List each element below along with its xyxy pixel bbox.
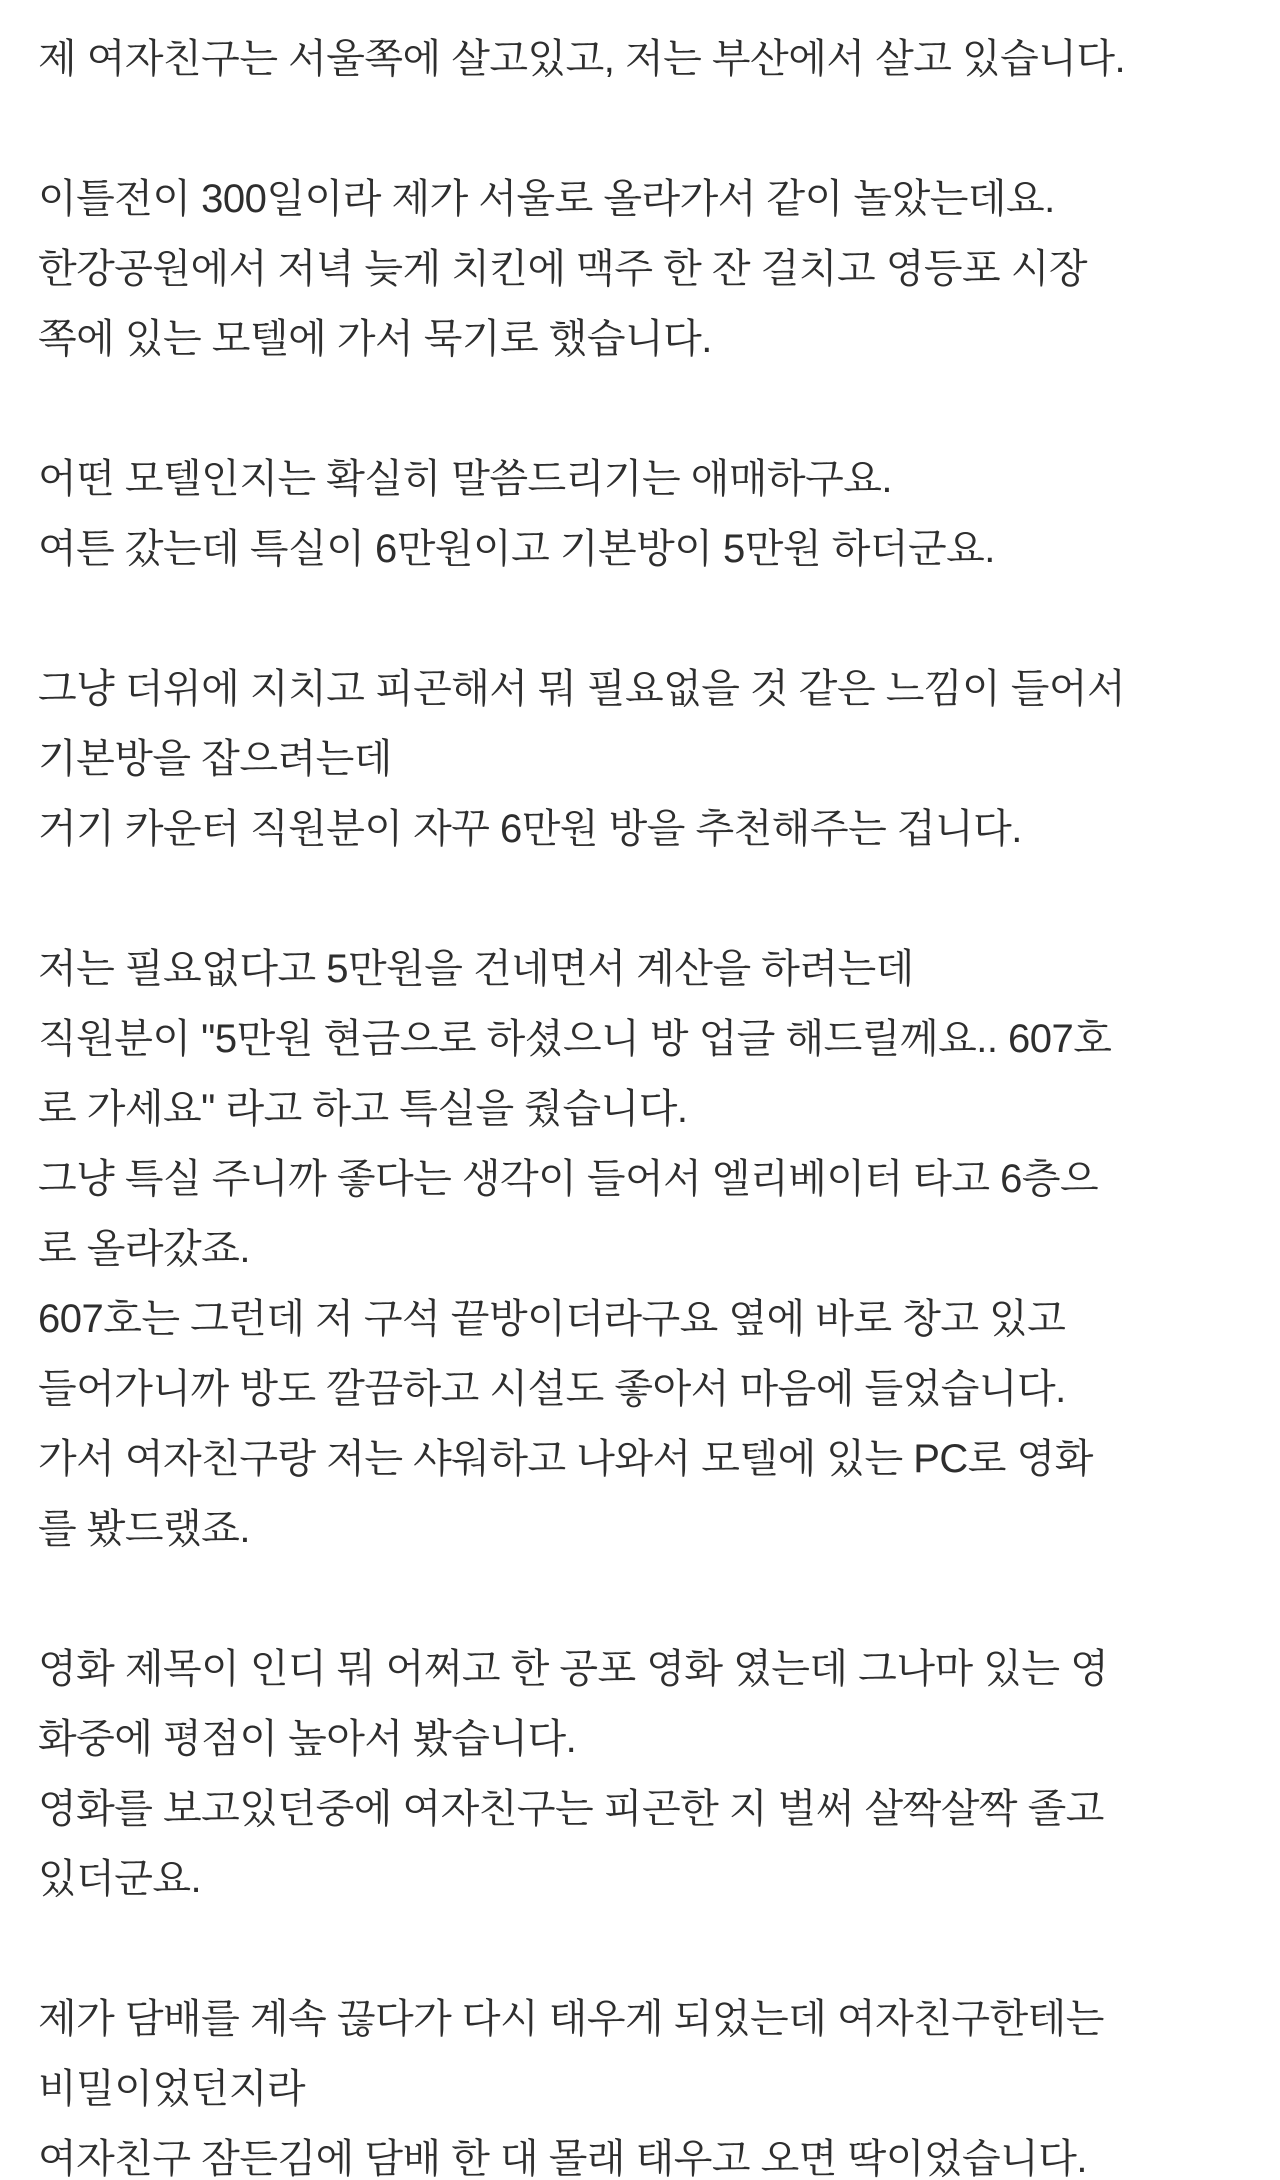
paragraph [38, 934, 1252, 1564]
text-line: 들어가니까 방도 깔끔하고 시설도 좋아서 마음에 들었습니다. [38, 1367, 1066, 1411]
text-line: 여튼 갔는데 특실이 6만원이고 기본방이 5만원 하더군요. [38, 527, 995, 571]
paragraph [38, 164, 1252, 374]
text-line: 영화를 보고있던중에 여자친구는 피곤한 지 벌써 살짝살짝 졸고 [38, 1787, 1104, 1831]
text-line: 있더군요. [38, 1857, 202, 1901]
text-line: 이틀전이 300일이라 제가 서울로 올라가서 같이 놀았는데요. [38, 177, 1055, 221]
text-line: 로 가세요" 라고 하고 특실을 줬습니다. [38, 1087, 688, 1131]
text-line: 화중에 평점이 높아서 봤습니다. [38, 1717, 577, 1761]
text-line: 그냥 특실 주니까 좋다는 생각이 들어서 엘리베이터 타고 6층으 [38, 1157, 1099, 1201]
paragraph [38, 1634, 1252, 1914]
text-line: 여자친구 잠든김에 담배 한 대 몰래 태우고 오면 딱이었습니다. [38, 2137, 1088, 2180]
text-line: 저는 필요없다고 5만원을 건네면서 계산을 하려는데 [38, 947, 914, 991]
text-line: 제가 담배를 계속 끊다가 다시 태우게 되었는데 여자친구한테는 [38, 1997, 1104, 2041]
text-line: 거기 카운터 직원분이 자꾸 6만원 방을 추천해주는 겁니다. [38, 807, 1022, 851]
paragraph [38, 1984, 1252, 2180]
text-line: 가서 여자친구랑 저는 샤워하고 나와서 모텔에 있는 PC로 영화 [38, 1437, 1093, 1481]
text-line: 비밀이었던지라 [38, 2067, 305, 2111]
paragraph [38, 444, 1252, 584]
text-line: 쪽에 있는 모텔에 가서 묵기로 했습니다. [38, 317, 712, 361]
text-line: 어떤 모텔인지는 확실히 말씀드리기는 애매하구요. [38, 457, 893, 501]
text-line: 기본방을 잡으려는데 [38, 737, 392, 781]
text-line: 로 올라갔죠. [38, 1227, 250, 1271]
paragraph [38, 654, 1252, 864]
text-line: 직원분이 "5만원 현금으로 하셨으니 방 업글 해드릴께요.. 607호 [38, 1017, 1112, 1061]
text-line: 한강공원에서 저녁 늦게 치킨에 맥주 한 잔 걸치고 영등포 시장 [38, 247, 1088, 291]
paragraph [38, 24, 1252, 94]
text-line: 를 봤드랬죠. [38, 1507, 250, 1551]
text-line: 그냥 더위에 지치고 피곤해서 뭐 필요없을 것 같은 느낌이 들어서 [38, 667, 1126, 711]
text-line: 제 여자친구는 서울쪽에 살고있고, 저는 부산에서 살고 있습니다. [38, 37, 1126, 81]
text-line: 607호는 그런데 저 구석 끝방이더라구요 옆에 바로 창고 있고 [38, 1297, 1066, 1341]
text-line: 영화 제목이 인디 뭐 어쩌고 한 공포 영화 였는데 그나마 있는 영 [38, 1647, 1109, 1691]
